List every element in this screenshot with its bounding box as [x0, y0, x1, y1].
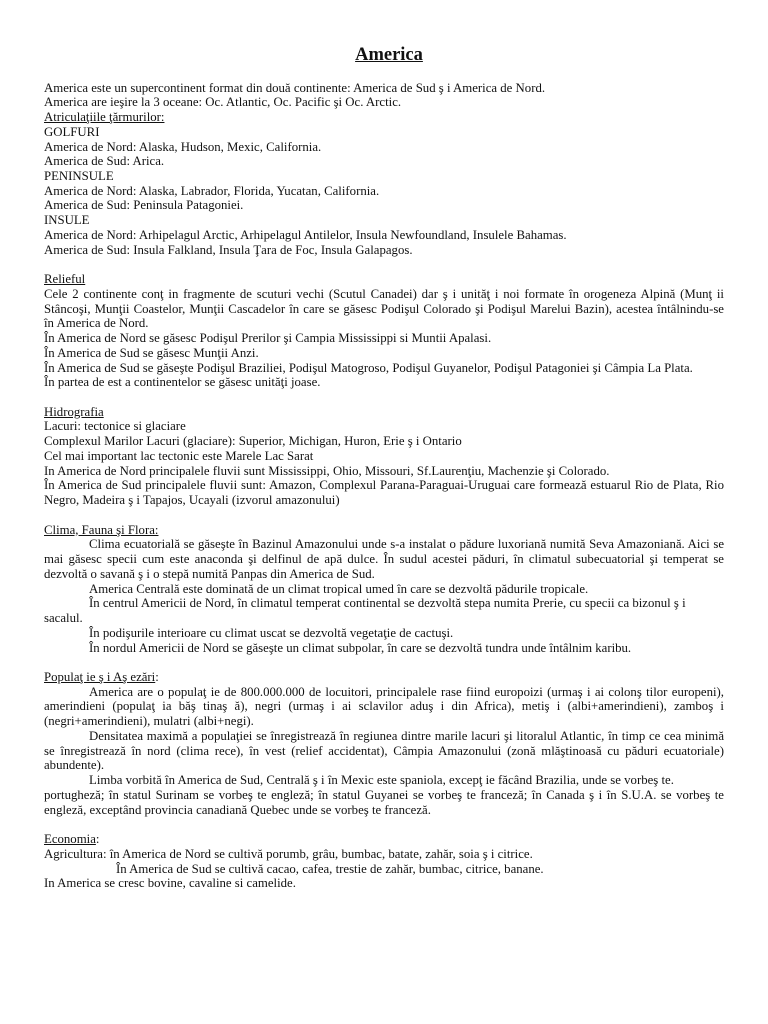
relief-line: În America de Nord se găsesc Podişul Prerilor şi Campia Mississippi si Muntii Apalasi.	[44, 331, 492, 346]
population-line: se înregistrează în nord (clima rece), în vest (relief accidentat), Câmpia Amazonului (zonă mlăştinoasă cu păduri ecuatoriale)	[44, 743, 724, 758]
page-title-text: America	[355, 45, 423, 65]
economy-line: In America se cresc bovine, cavaline si camelide.	[44, 876, 296, 891]
gulfs-north: America de Nord: Alaska, Hudson, Mexic, California.	[44, 139, 322, 154]
climate-heading	[44, 523, 724, 538]
coastline-heading-text: Atriculaţiile ţărmurilor:	[44, 110, 165, 125]
climate-line: mai găsesc specii cum este anaconda şi delfinul de apă dulce. În sudul acestei păduri, în climatul subecuatorial şi temperat se	[44, 552, 724, 567]
relief-heading-text: Relieful	[44, 272, 86, 287]
paragraph-spacer	[44, 817, 724, 832]
hydrography-heading	[44, 405, 724, 420]
hydrography-heading-text: Hidrografia	[44, 404, 104, 419]
relief-line: În America de Sud se găseşte Podişul Braziliei, Podişul Matogroso, Podişul Guyanelor, Podişul Patagoniei şi Câmpia La Plata.	[44, 360, 693, 375]
hydrography-line: În America de Sud principalele fluvii sunt: Amazon, Complexul Parana-Paraguai-Uruguai care formează estuarul Rio de Plata, Rio	[44, 478, 724, 493]
hydrography-line: Negro, Madeira ş i Tapajos, Ucayali (izvorul amazonului)	[44, 493, 340, 508]
climate-line: În centrul Americii de Nord, în climatul temperat continental se dezvoltă stepa numita Prerie, cu specii ca bizonul ş i	[89, 596, 686, 611]
economy-heading-text: Economia	[44, 832, 96, 847]
climate-heading-text: Clima, Fauna şi Flora:	[44, 522, 159, 537]
population-line: (negri+amerindieni), mulatri (albi+negi).	[44, 714, 254, 729]
section-hydrography	[44, 405, 724, 508]
population-line: America are o populaţ ie de 800.000.000 de locuitori, principalele rase fiind europoizi (urmaş i ai colonş tilor europeni),	[89, 684, 724, 699]
relief-line: în America de Nord.	[44, 316, 149, 331]
population-line: portugheză; în statul Surinam se vorbeş te engleză; în statul Guyanei se vorbeş te franceză; în Canada ş i în S.U.A. se vorbeş te	[44, 787, 724, 802]
islands-north: America de Nord: Arhipelagul Arctic, Arhipelagul Antilelor, Insula Newfoundland, Insulele Bahamas.	[44, 227, 567, 242]
climate-line: America Centrală este dominată de un climat tropical umed în care se dezvoltă pădurile tropicale.	[89, 581, 589, 596]
relief-line: Stâncoşi, Munţii Coastelor, Munţii Cascadelor în care se găsesc Podişul Colorado şi Podişul Marelui Bazin), acestea întâlnindu-se	[44, 301, 724, 316]
hydrography-line: Lacuri: tectonice si glaciare	[44, 419, 186, 434]
section-population	[44, 670, 724, 817]
relief-heading	[44, 272, 724, 287]
population-line: engleză, exceptând provincia canadiană Quebec unde se vorbeş te franceză.	[44, 802, 431, 817]
peninsulas-label: PENINSULE	[44, 169, 114, 183]
relief-line: În partea de est a continentelor se găsesc unităţi joase.	[44, 375, 321, 390]
paragraph-spacer	[44, 655, 724, 670]
population-heading-text: Populaţ ie ş i Aş ezări	[44, 669, 156, 684]
intro-line: America este un supercontinent format din două continente: America de Sud ş i America de Nord.	[44, 80, 546, 95]
population-line: abundente).	[44, 758, 105, 773]
climate-line: sacalul.	[44, 611, 83, 626]
climate-line: Clima ecuatorială se găseşte în Bazinul Amazonului unde s-a instalat o pădure luxoriană numită Seva Amazoniană. Aici se	[89, 537, 724, 552]
gulfs-label: GOLFURI	[44, 124, 100, 139]
section-coastline	[44, 110, 724, 257]
paragraph-spacer	[44, 508, 724, 523]
paragraph-spacer	[44, 257, 724, 272]
hydrography-line: Cel mai important lac tectonic este Marele Lac Sarat	[44, 448, 314, 463]
population-heading	[44, 670, 724, 685]
islands-south: America de Sud: Insula Falkland, Insula Ţara de Foc, Insula Galapagos.	[44, 242, 413, 257]
section-relief	[44, 272, 724, 390]
relief-line: Cele 2 continente conţ in fragmente de scuturi vechi (Scutul Canadei) dar ş i unităţ i noi formate în orogeneza Alpină (Munţ ii	[44, 286, 724, 301]
population-line: Densitatea maximă a populaţiei se înregistrează în regiunea dintre marile lacuri şi litoralul Atlantic, în timp ce cea minimă	[89, 728, 724, 743]
islands-label: INSULE	[44, 213, 90, 228]
peninsulas-south: America de Sud: Peninsula Patagoniei.	[44, 198, 244, 213]
population-line: Limba vorbită în America de Sud, Centrală ş i în Mexic este spaniola, excepţ ie făcând Brazilia, unde se vorbeş te.	[89, 773, 674, 788]
page-title	[10, 44, 768, 66]
climate-line: În nordul Americii de Nord se găseşte un climat subpolar, în care se dezvoltă tundra unde întâlnim karibu.	[89, 640, 632, 655]
section-climate	[44, 523, 724, 656]
relief-line: În America de Sud se găsesc Munţii Anzi.	[44, 345, 259, 360]
climate-line: În podişurile interioare cu climat uscat se dezvoltă vegetaţie de cactuşi.	[89, 625, 454, 640]
population-line: amerindieni (populaţ ia băş tinaş ă), negri (urmaş i ai sclavilor aduş i din Africa), metiş i (albi+amerindieni), zamboş i	[44, 699, 724, 714]
economy-heading-colon: :	[95, 832, 100, 847]
document-body	[44, 81, 724, 891]
peninsulas-north: America de Nord: Alaska, Labrador, Florida, Yucatan, California.	[44, 183, 380, 198]
section-intro	[44, 81, 724, 110]
coastline-heading	[44, 110, 724, 125]
hydrography-line: Complexul Marilor Lacuri (glaciare): Superior, Michigan, Huron, Erie ş i Ontario	[44, 434, 462, 449]
climate-line: dezvoltă o savană ş i o stepă numită Panpas din America de Sud.	[44, 566, 375, 581]
intro-line: America are ieşire la 3 oceane: Oc. Atlantic, Oc. Pacific şi Oc. Arctic.	[44, 95, 402, 110]
economy-line: Agricultura: în America de Nord se cultivă porumb, grâu, bumbac, batate, zahăr, soia ş i citrice.	[44, 846, 533, 861]
population-heading-colon: :	[155, 669, 159, 684]
hydrography-line: In America de Nord principalele fluvii sunt Mississippi, Ohio, Missouri, Sf.Laurenţiu, Machenzie şi Colorado.	[44, 463, 610, 478]
section-economy	[44, 832, 724, 891]
economy-heading	[44, 832, 724, 847]
economy-line: În America de Sud se cultivă cacao, cafea, trestie de zahăr, bumbac, citrice, banane.	[116, 861, 544, 876]
paragraph-spacer	[44, 390, 724, 405]
gulfs-south: America de Sud: Arica.	[44, 154, 165, 169]
